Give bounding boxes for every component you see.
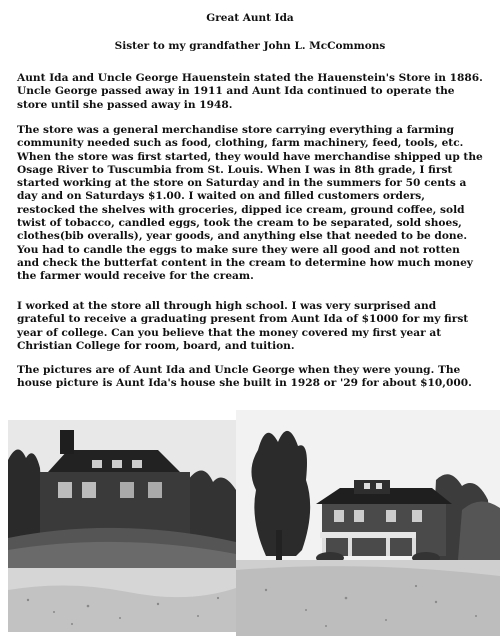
page-subtitle: Sister to my grandfather John L. McCommons bbox=[114, 40, 386, 52]
paragraph-1: Aunt Ida and Uncle George Hauenstein stated the Hauenstein's Store in 1886. Uncle George passed away in 1911 and Aunt Ida continued to operate the store until she passed away in 1948. bbox=[17, 72, 483, 111]
house-photo-left bbox=[8, 420, 236, 632]
paragraph-2: The store was a general merchandise store carrying everything a farming community needed such as food, clothing, farm machinery, feed, tools, etc. When the store was first started, they would have merchandise shipped up the Osage River to Tuscumbia from St. Louis. When I was in 8th grade, I first started working at the store on Saturday and in the summers for 50 cents a day and on Saturdays $1.00. I waited on and filled customers orders, restocked the shelves with groceries, dipped ice cream, ground coffee, sold twist of tobacco, candled eggs, took the cream to be separated, sold shoes, clothes(bib overalls), year goods, and anything else that needed to be done. You had to candle the eggs to make sure they were all good and not rotten and check the butterfat content in the cream to determine how much money the farmer would receive for the cream. bbox=[17, 124, 483, 283]
house-photo-right bbox=[236, 410, 500, 636]
page-title: Great Aunt Ida bbox=[206, 12, 294, 24]
paragraph-4: The pictures are of Aunt Ida and Uncle George when they were young. The house picture is Aunt Ida's house she built in 1928 or '29 for about $10,000. bbox=[17, 364, 472, 390]
paragraph-3: I worked at the store all through high school. I was very surprised and grateful to receive a graduating present from Aunt Ida of $1000 for my first year of college. Can you believe that the money covered my first year at Christian College for room, board, and tuition. bbox=[17, 300, 469, 352]
